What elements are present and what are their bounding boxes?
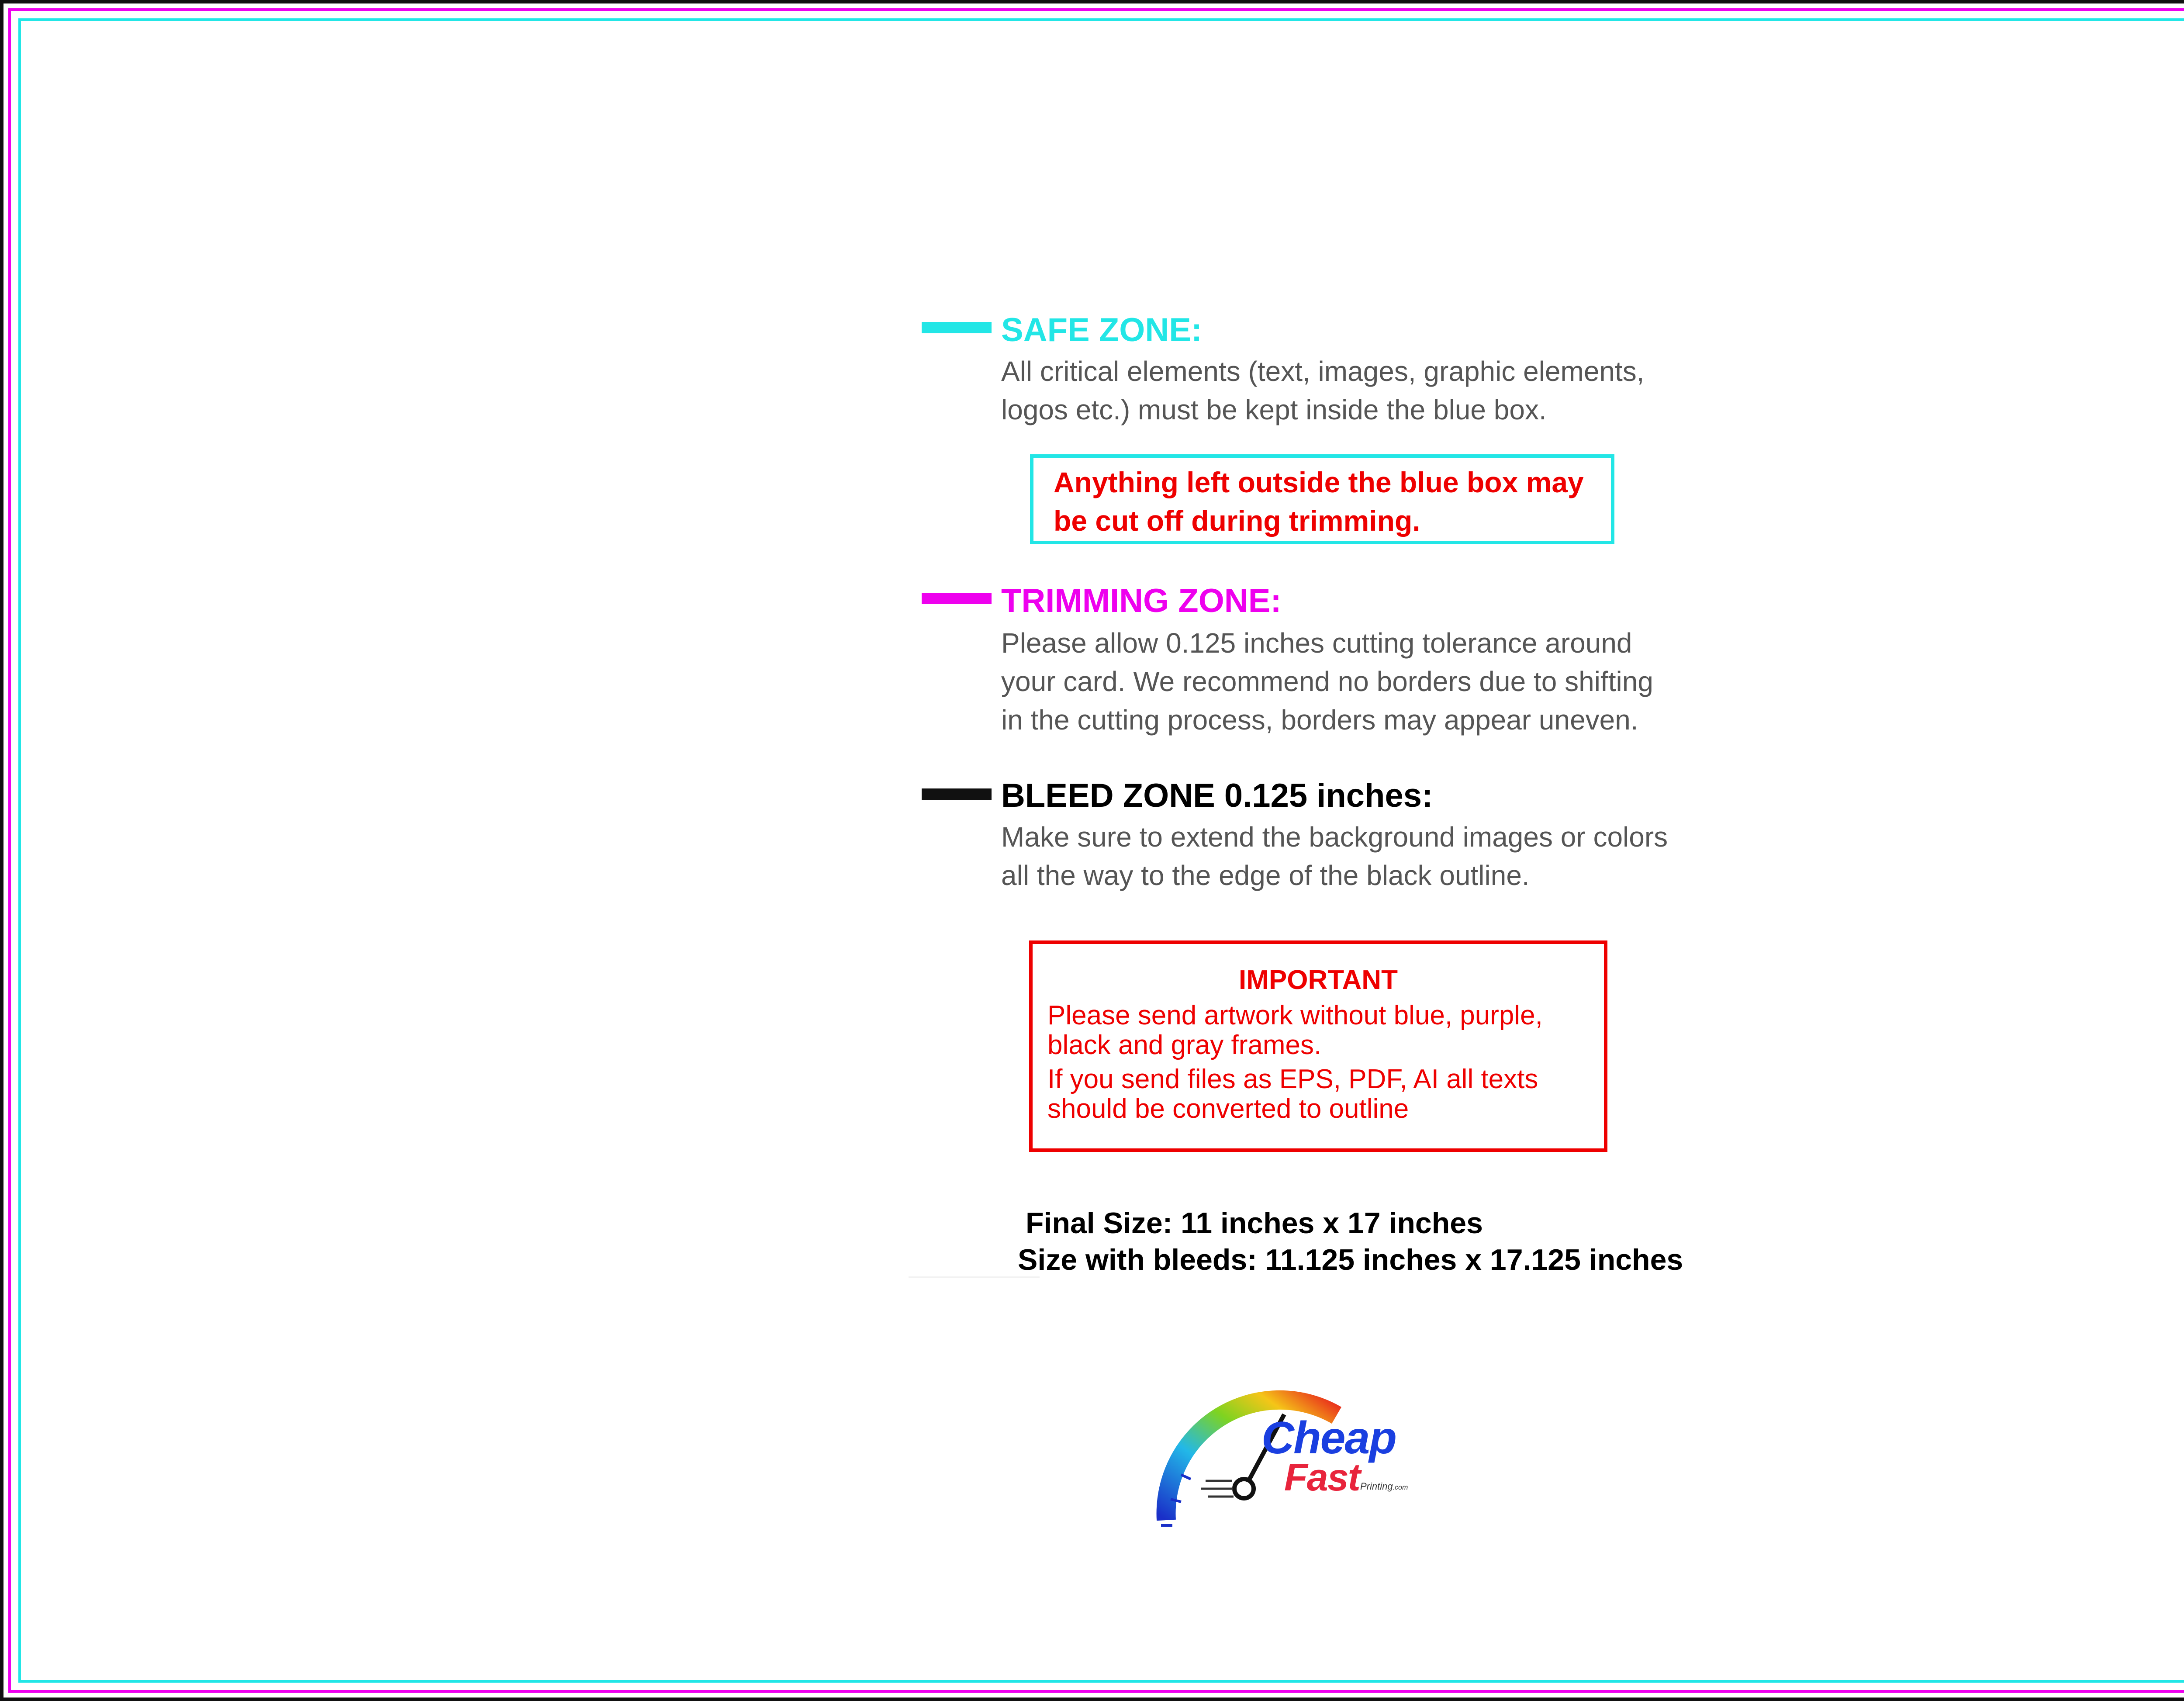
important-line-1: Please send artwork without blue, purple, (1047, 1000, 1543, 1030)
logo-word-printing (1360, 1482, 1408, 1491)
safe-zone-text-2: logos etc.) must be kept inside the blue box. (1001, 394, 1547, 425)
final-size: Final Size: 11 inches x 17 inches (1026, 1207, 1483, 1240)
faint-rule (909, 1276, 1040, 1278)
trimming-zone-text-1: Please allow 0.125 inches cutting tolerance around (1001, 627, 1632, 659)
trimming-zone-text-2: your card. We recommend no borders due to shifting (1001, 666, 1653, 697)
cheapfastprinting-logo (1153, 1389, 1468, 1533)
important-title: IMPORTANT (1239, 965, 1398, 995)
size-with-bleeds: Size with bleeds: 11.125 inches x 17.125 inches (1018, 1243, 1683, 1276)
safe-zone-text-1: All critical elements (text, images, graphic elements, (1001, 356, 1645, 387)
bleed-zone-text-1: Make sure to extend the background images or colors (1001, 821, 1668, 853)
bleed-zone-marker (922, 788, 992, 800)
important-line-3: If you send files as EPS, PDF, AI all texts (1047, 1064, 1538, 1094)
safe-zone-heading: SAFE ZONE: (1001, 311, 1203, 349)
safe-zone-warning-box (1030, 454, 1614, 544)
safe-zone-warning-line-1: Anything left outside the blue box may (1054, 466, 1584, 498)
bleed-zone-heading: BLEED ZONE 0.125 inches: (1001, 777, 1433, 814)
logo-word-fast: Fast (1284, 1456, 1360, 1499)
trimming-zone-heading: TRIMMING ZONE: (1001, 582, 1282, 619)
logo-suffix-text: .com (1393, 1484, 1408, 1491)
bleed-zone-text-2: all the way to the edge of the black outline. (1001, 860, 1530, 891)
logo-printing-text: Printing (1360, 1481, 1393, 1492)
important-line-2: black and gray frames. (1047, 1030, 1322, 1060)
safe-zone-marker (922, 322, 992, 333)
logo-word-cheap: Cheap (1261, 1413, 1396, 1463)
important-line-4: should be converted to outline (1047, 1094, 1409, 1124)
important-box (1029, 940, 1607, 1152)
trimming-zone-marker (922, 593, 992, 604)
trimming-zone-text-3: in the cutting process, borders may appear uneven. (1001, 704, 1638, 736)
safe-zone-warning-line-2: be cut off during trimming. (1054, 505, 1420, 537)
